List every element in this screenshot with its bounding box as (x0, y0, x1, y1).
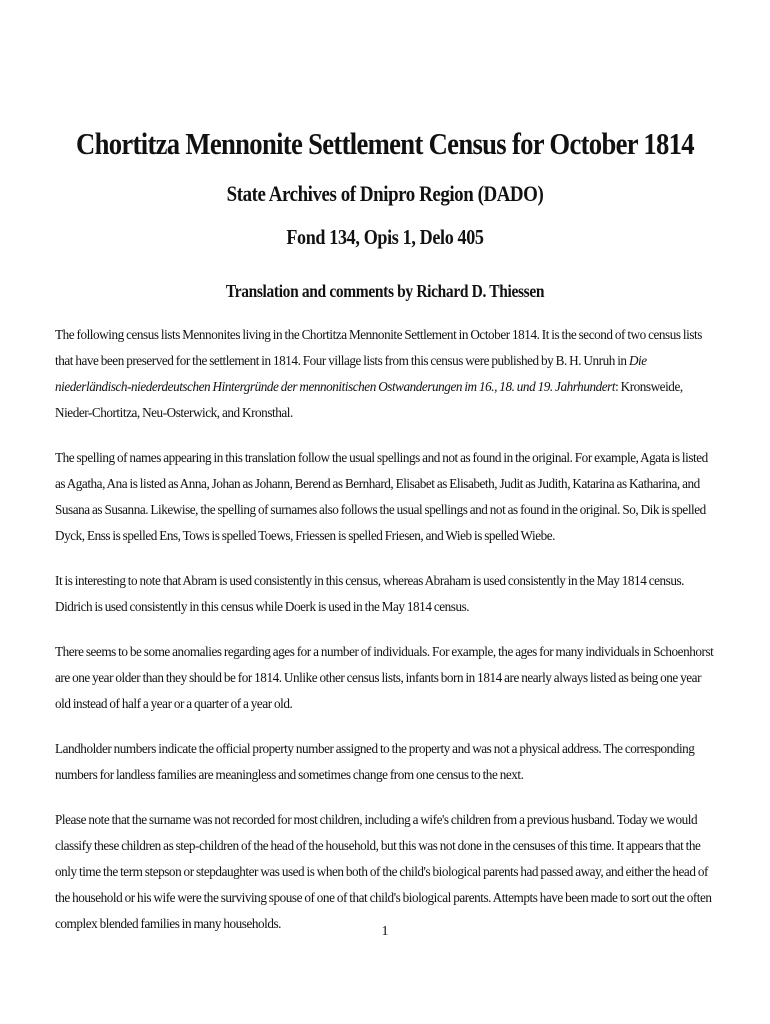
byline: Translation and comments by Richard D. Thiessen (225, 281, 545, 301)
paragraph-name-usage: It is interesting to note that Abram is used consistently in this census, whereas Abraham is used consistently in the May 1814 census. Didrich is used consistently in this census while Doerk is used in the May 1814 census. (55, 573, 684, 614)
archive-reference: Fond 134, Opis 1, Delo 405 (286, 225, 484, 249)
document-body (55, 322, 715, 956)
paragraph-intro-text: The following census lists Mennonites living in the Chortitza Mennonite Settlement in October 1814. It is the second of two census lists that have been preserved for the settlement in 1814. Four village lists from this census were published by B. H. Unruh in (55, 327, 702, 368)
document-title: Chortitza Mennonite Settlement Census for October 1814 (76, 126, 694, 161)
document-subtitle: State Archives of Dnipro Region (DADO) (226, 181, 544, 206)
book-title: Die niederländisch-niederdeutschen Hintergründe der mennonitischen Ostwanderungen im 16., 18. und 19. Jahrhundert (55, 353, 647, 394)
paragraph-intro (55, 322, 715, 426)
page-number: 1 (381, 924, 389, 939)
paragraph-age-anomalies: There seems to be some anomalies regarding ages for a number of individuals. For example, the ages for many individuals in Schoenhorst are one year older than they should be for 1814. Unlike other census lists, infants born in 1814 are nearly always listed as being one year old instead of half a year or a quarter of a year old. (55, 644, 714, 711)
paragraph-spelling: The spelling of names appearing in this translation follow the usual spellings and not as found in the original. For example, Agata is listed as Agatha, Ana is listed as Anna, Johan as Johann, Berend as Bernhard, Elisabet as Elisabeth, Judit as Judith, Katarina as Katharina, and Susana as Susanna. Likewise, the spelling of surnames also follows the usual spellings and not as found in the original. So, Dik is spelled Dyck, Enss is spelled Ens, Tows is spelled Toews, Friessen is spelled Friesen, and Wieb is spelled Wiebe. (55, 450, 708, 543)
paragraph-landholder-numbers: Landholder numbers indicate the official property number assigned to the property and was not a physical address. The corresponding numbers for landless families are meaningless and sometimes change from one census to the next. (55, 741, 695, 782)
paragraph-surnames: Please note that the surname was not recorded for most children, including a wife's children from a previous husband. Today we would classify these children as step-children of the head of the household, but this was not done in the censuses of this time. It appears that the only time the term stepson or stepdaughter was used is when both of the child's biological parents had passed away, and either the head of the household or his wife were the surviving spouse of one of that child's biological parents. Attempts have been made to sort out the often complex blended families in many households. (55, 812, 712, 931)
paragraph-intro-villages: : Kronsweide, Nieder-Chortitza, Neu-Osterwick, and Kronsthal. (55, 379, 683, 420)
